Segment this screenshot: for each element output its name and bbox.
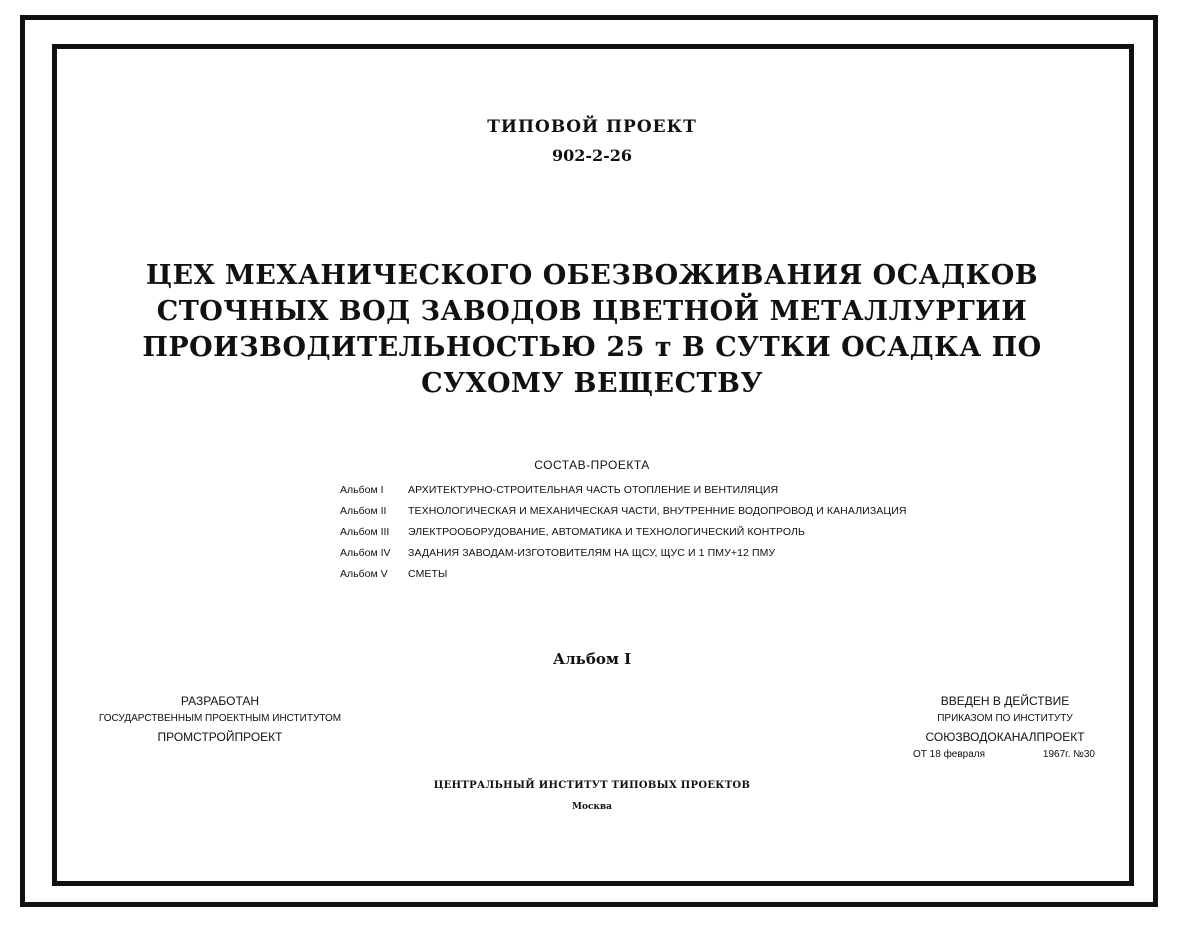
album-label: Альбом II [340,505,387,517]
ordering-institute: СОЮЗВОДОКАНАЛПРОЕКТ [925,730,1085,744]
introduced-label: ВВЕДЕН В ДЕЙСТВИЕ [940,694,1070,708]
album-description: СМЕТЫ [408,568,448,580]
order-line [905,746,1105,764]
developed-by-block [60,692,380,746]
album-row [340,526,907,547]
album-list [340,484,907,589]
album-row [340,568,907,589]
album-label: Альбом III [340,526,390,538]
album-row [340,505,907,526]
order-description: ПРИКАЗОМ ПО ИНСТИТУТУ [937,713,1073,724]
developer-description: ГОСУДАРСТВЕННЫМ ПРОЕКТНЫМ ИНСТИТУТОМ [98,713,342,724]
album-row [340,547,907,568]
album-label: Альбом IV [340,547,391,559]
project-number: 902-2-26 [551,146,633,165]
album-description: ЗАДАНИЯ ЗАВОДАМ-ИЗГОТОВИТЕЛЯМ НА ЩСУ, ЩУС И 1 ПМУ+12 ПМУ [408,547,776,559]
title-line: СУХОМУ ВЕЩЕСТВУ [421,368,763,399]
album-label: Альбом V [340,568,388,580]
developed-label: РАЗРАБОТАН [180,694,260,708]
album-description: ЭЛЕКТРООБОРУДОВАНИЕ, АВТОМАТИКА И ТЕХНОЛОГИЧЕСКИЙ КОНТРОЛЬ [408,526,805,538]
developer-name: ПРОМСТРОЙПРОЕКТ [157,730,283,744]
title-line: ПРОИЗВОДИТЕЛЬНОСТЬЮ 25 т В СУТКИ ОСАДКА ПО [142,332,1042,363]
title-line: СТОЧНЫХ ВОД ЗАВОДОВ ЦВЕТНОЙ МЕТАЛЛУРГИИ [156,296,1028,327]
publisher-city: Москва [571,802,613,812]
contents-heading: СОСТАВ-ПРОЕКТА [534,458,650,472]
title-line: ЦЕХ МЕХАНИЧЕСКОГО ОБЕЗВОЖИВАНИЯ ОСАДКОВ [145,260,1039,291]
order-date: ОТ 18 февраля [913,749,986,760]
album-row [340,484,907,505]
introduced-block [905,692,1105,764]
order-number: 1967г. №30 [1042,749,1095,760]
album-label: Альбом I [340,484,384,496]
album-title: Альбом I [552,650,632,668]
publisher-name: ЦЕНТРАЛЬНЫЙ ИНСТИТУТ ТИПОВЫХ ПРОЕКТОВ [433,780,751,791]
album-description: АРХИТЕКТУРНО-СТРОИТЕЛЬНАЯ ЧАСТЬ ОТОПЛЕНИЕ И ВЕНТИЛЯЦИЯ [408,484,779,496]
album-description: ТЕХНОЛОГИЧЕСКАЯ И МЕХАНИЧЕСКАЯ ЧАСТИ, ВНУТРЕННИЕ ВОДОПРОВОД И КАНАЛИЗАЦИЯ [408,505,907,517]
project-type: ТИПОВОЙ ПРОЕКТ [487,117,697,137]
document-title [0,258,1184,402]
